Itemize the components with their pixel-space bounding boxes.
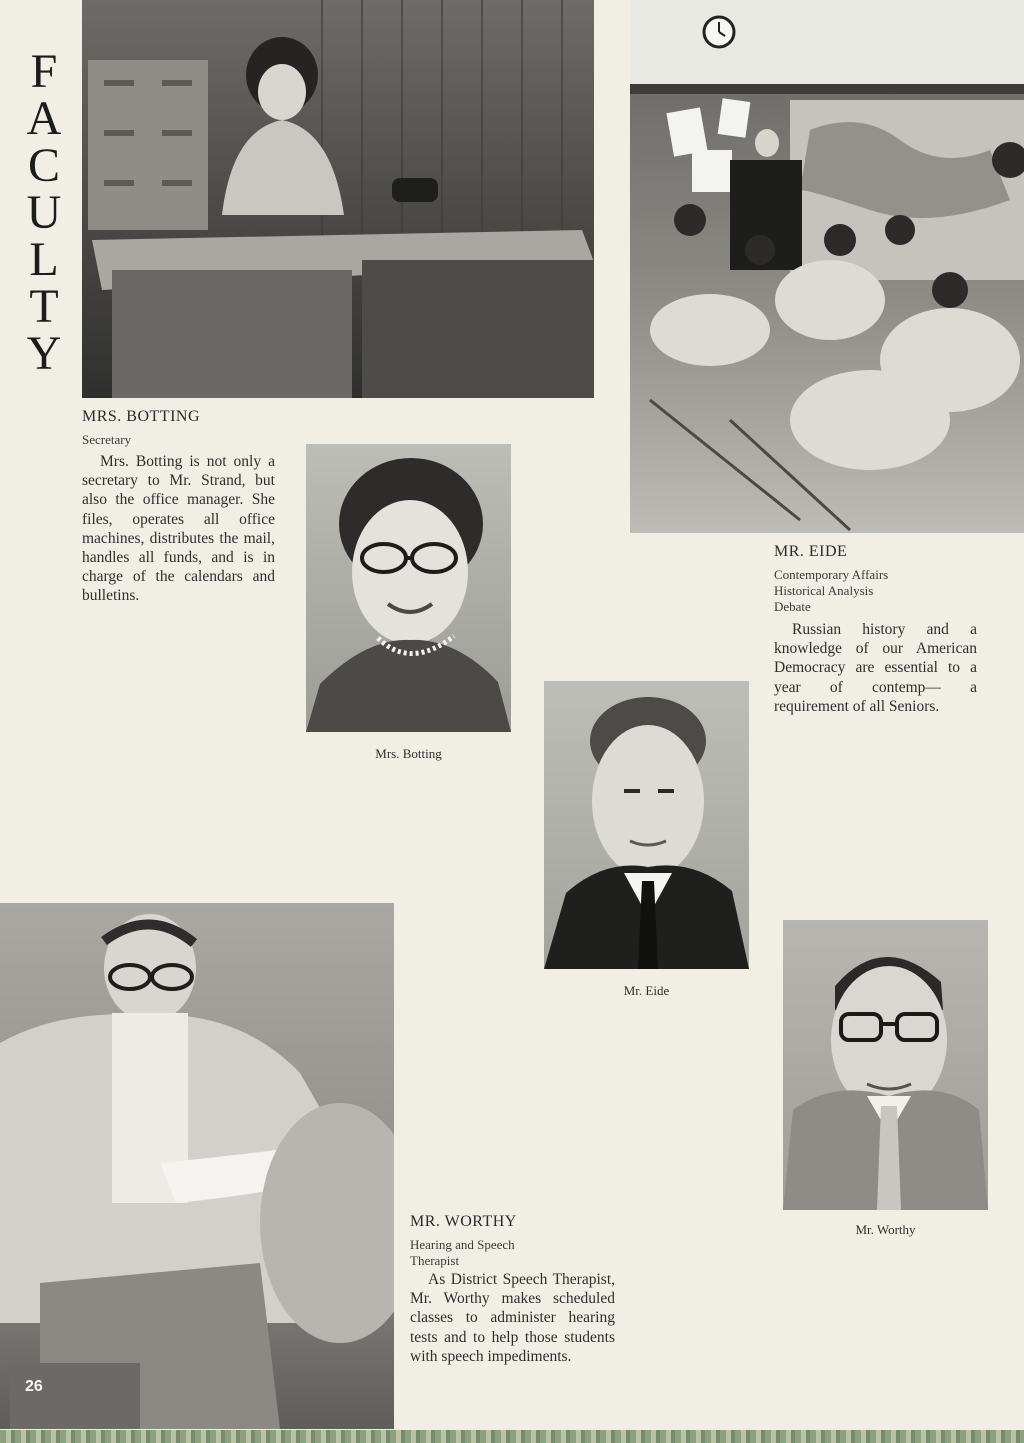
title-letter: Y: [26, 327, 62, 380]
eide-portrait-caption: Mr. Eide: [623, 983, 670, 998]
eide-role-2: Historical Analysis: [774, 583, 874, 598]
title-letter: T: [29, 280, 59, 333]
worthy-portrait-graphic: [783, 920, 988, 1210]
title-letter: U: [26, 186, 62, 239]
worthy-seated-photo: [0, 903, 394, 1429]
title-letter: F: [30, 45, 58, 98]
worthy-seated-graphic: [0, 903, 394, 1429]
page-number: 26: [25, 1378, 43, 1395]
classroom-photo: [630, 0, 1024, 533]
office-desk-photo: [82, 0, 594, 398]
botting-portrait-graphic: [306, 444, 511, 732]
botting-portrait-photo: [306, 444, 511, 732]
eide-role-3: Debate: [774, 599, 811, 614]
botting-role: Secretary: [82, 432, 132, 447]
classroom-scene-graphic: [630, 0, 1024, 533]
section-title-vertical: [22, 45, 66, 380]
botting-heading: MRS. BOTTING: [82, 408, 201, 425]
worthy-heading: MR. WORTHY: [410, 1213, 517, 1230]
worthy-portrait-photo: [783, 920, 988, 1210]
eide-role-1: Contemporary Affairs: [774, 567, 889, 582]
title-letter: A: [26, 92, 62, 145]
title-letter: L: [29, 233, 59, 286]
botting-paragraph: Mrs. Botting is not only a secretary to Mr. Strand, but also the office manager. She files, operates all office machines, distributes the mail, handles all funds, and is in charge of the calendars and bulletins.: [82, 453, 275, 605]
worthy-paragraph: As District Speech Therapist, Mr. Worthy makes scheduled classes to administer hearing tests and to help those students with speech impediments.: [410, 1271, 615, 1365]
title-letter: C: [27, 139, 60, 192]
page-edge-strip: [0, 1430, 1024, 1443]
office-scene-graphic: [82, 0, 594, 398]
botting-portrait-caption: Mrs. Botting: [375, 746, 442, 761]
worthy-role-2: Therapist: [410, 1253, 460, 1268]
eide-portrait-graphic: [544, 681, 749, 969]
eide-portrait-photo: [544, 681, 749, 969]
worthy-role-1: Hearing and Speech: [410, 1237, 515, 1252]
eide-paragraph: Russian history and a knowledge of our American Democracy are essential to a year of contemp— a requirement of all Seniors.: [774, 621, 977, 715]
eide-heading: MR. EIDE: [774, 543, 848, 560]
worthy-portrait-caption: Mr. Worthy: [855, 1222, 916, 1237]
